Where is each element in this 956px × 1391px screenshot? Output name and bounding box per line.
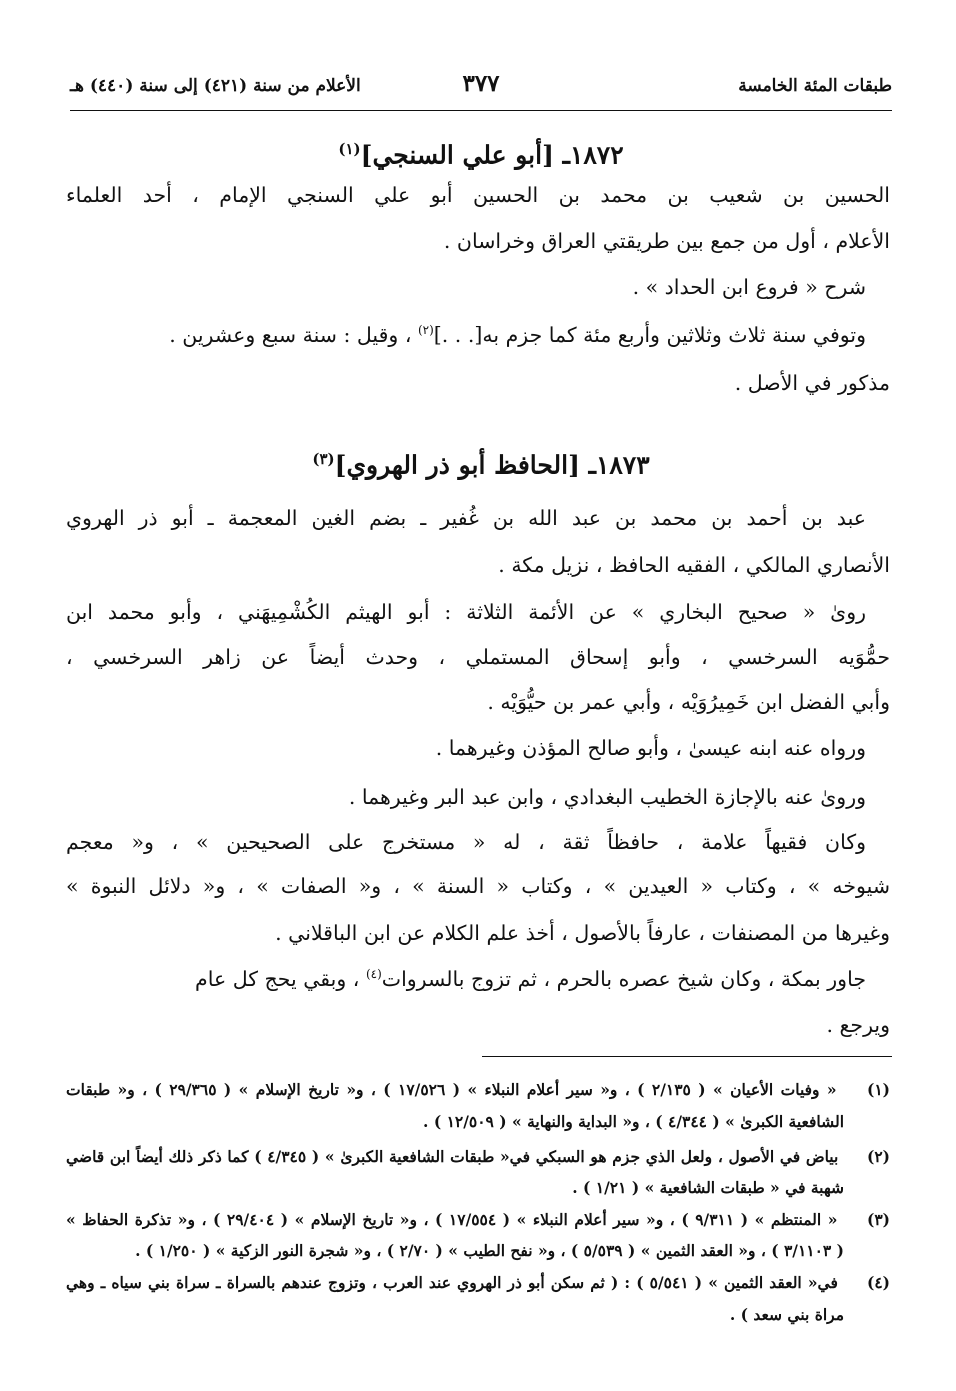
body-line: وروىٰ عنه بالإجازة الخطيب البغدادي ، وابن عبد البر وغيرهما . bbox=[348, 785, 866, 809]
body-line: حمُّوَيه السرخسي ، وأبو إسحاق المستملي ، وحدث أيضاً عن زاهر السرخسي ، bbox=[66, 645, 890, 669]
footnote-4 bbox=[66, 1273, 890, 1292]
body-line: وغيرها من المصنفات ، عارفاً بالأصول ، أخذ علم الكلام عن ابن الباقلاني . bbox=[275, 921, 890, 945]
page-number: ٣٧٧ bbox=[462, 70, 500, 97]
body-text: ، وقيل : سنة سبع وعشرين . bbox=[169, 323, 418, 347]
body-line: الأنصاري المالكي ، الفقيه الحافظ ، نزيل مكة . bbox=[498, 553, 890, 577]
footnote-ref: (٢) bbox=[417, 323, 434, 338]
header-rule bbox=[70, 110, 892, 111]
footnote-ref: (٤) bbox=[365, 967, 382, 982]
volume-range: الأعلام من سنة (٤٢١) إلى سنة (٤٤٠) هـ bbox=[70, 76, 361, 96]
body-line: شيوخه » ، وكتاب « العيدين » ، وكتاب « السنة » ، و« الصفات » ، و« دلائل النبوة » bbox=[66, 874, 890, 898]
body-line: شرح « فروع ابن الحداد » . bbox=[632, 275, 866, 299]
footnote-ref: (٣) bbox=[312, 450, 335, 468]
body-line: ويرجع . bbox=[826, 1013, 890, 1037]
footnote-text: « وفيات الأعيان » ( ٢/١٣٥ ) ، و« سير أعلام النبلاء » ( ١٧/٥٢٦ ) ، و« تاريخ الإسلام » ( ٢٩/٣٦٥ ) ، و« طبقات bbox=[66, 1080, 837, 1099]
footnote-text: « المنتظم » ( ٩/٣١١ ) ، و« سير أعلام النبلاء » ( ١٧/٥٥٤ ) ، و« تاريخ الإسلام » ( ٢٩/٤٠٤ ) ، و« تذكرة الحفاظ » bbox=[66, 1210, 838, 1229]
entry-heading-1872 bbox=[70, 140, 892, 169]
footnote-rule bbox=[482, 1056, 892, 1057]
body-line: روىٰ « صحيح البخاري » عن الأئمة الثلاثة : أبو الهيثم الكُشْمِيهَني ، وأبو محمد ابن bbox=[66, 600, 866, 624]
footnote-4-cont: مراة بني سعد ) . bbox=[729, 1305, 844, 1324]
body-line bbox=[195, 967, 866, 991]
body-line: الحسين بن شعيب بن محمد بن الحسين أبو علي السنجي الإمام ، أحد العلماء bbox=[66, 183, 890, 207]
body-line: الأعلام ، أول من جمع بين طريقتي العراق وخراسان . bbox=[443, 229, 890, 253]
body-line: مذكور في الأصل . bbox=[734, 371, 890, 395]
entry-heading-1873 bbox=[70, 450, 892, 479]
footnote-number: (٤) bbox=[866, 1273, 890, 1292]
footnote-number: (١) bbox=[866, 1080, 890, 1099]
body-line: عبد بن أحمد بن محمد بن عبد الله بن غُفير ـ بضم الغين المعجمة ـ أبو ذر الهروي bbox=[66, 506, 866, 530]
footnote-number: (٣) bbox=[866, 1210, 890, 1229]
running-head bbox=[70, 68, 892, 108]
footnote-3-cont: ( ٣/١١٠٣ ) ، و« العقد الثمين » ( ٥/٥٣٩ ) ، و« نفح الطيب » ( ٢/٧٠ ) ، و« شجرة النور الزكية » ( ١/٢٥٠ ) . bbox=[135, 1241, 844, 1260]
footnote-text: بياض في الأصول ، ولعل الذي جزم هو السبكي في« طبقات الشافعية الكبرىٰ » ( ٤/٣٤٥ ) كما ذكر ذلك أيضاً ابن قاضي bbox=[66, 1147, 839, 1166]
body-line: وأبي الفضل ابن خَمِيرُوَيْه ، وأبي عمر بن حيُّوَيْه . bbox=[487, 690, 890, 714]
footnote-1-cont: الشافعية الكبرىٰ » ( ٤/٣٤٤ ) ، و« البداية والنهاية » ( ١٢/٥٠٩ ) . bbox=[423, 1112, 844, 1131]
entry-heading-text: ١٨٧٣ـ [الحافظ أبو ذر الهروي] bbox=[334, 450, 650, 480]
body-line: وكان فقيهاً علامة ، حافظاً ثقة ، له « مستخرج على الصحيحين » ، و« معجم bbox=[66, 830, 866, 854]
entry-heading-text: ١٨٧٢ـ [أبو علي السنجي] bbox=[360, 140, 624, 170]
body-text: جاور بمكة ، وكان شيخ عصره بالحرم ، ثم تزوج بالسروات bbox=[381, 967, 866, 991]
footnote-2 bbox=[66, 1147, 890, 1166]
body-text: وتوفي سنة ثلاث وثلاثين وأربع مئة كما جزم به[. . .] bbox=[433, 323, 866, 347]
footnote-1 bbox=[66, 1080, 890, 1099]
body-text: ، وبقي يحج كل عام bbox=[195, 967, 366, 991]
footnote-ref: (١) bbox=[338, 140, 361, 158]
body-line bbox=[169, 323, 866, 347]
footnote-text: في« العقد الثمين » ( ٥/٥٤١ ) : ( ثم سكن أبو ذر الهروي عند العرب ، وتزوج عندهم بالسراة ـ سراة بني سياه ـ وهي bbox=[66, 1273, 838, 1292]
footnote-2-cont: شهبة في « طبقات الشافعية » ( ١/٢١ ) . bbox=[572, 1178, 844, 1197]
body-line: ورواه عنه ابنه عيسىٰ ، وأبو صالح المؤذن وغيرهما . bbox=[435, 736, 866, 760]
section-title: طبقات المئة الخامسة bbox=[738, 76, 892, 96]
footnote-number: (٢) bbox=[867, 1147, 891, 1166]
footnote-3 bbox=[66, 1210, 890, 1229]
